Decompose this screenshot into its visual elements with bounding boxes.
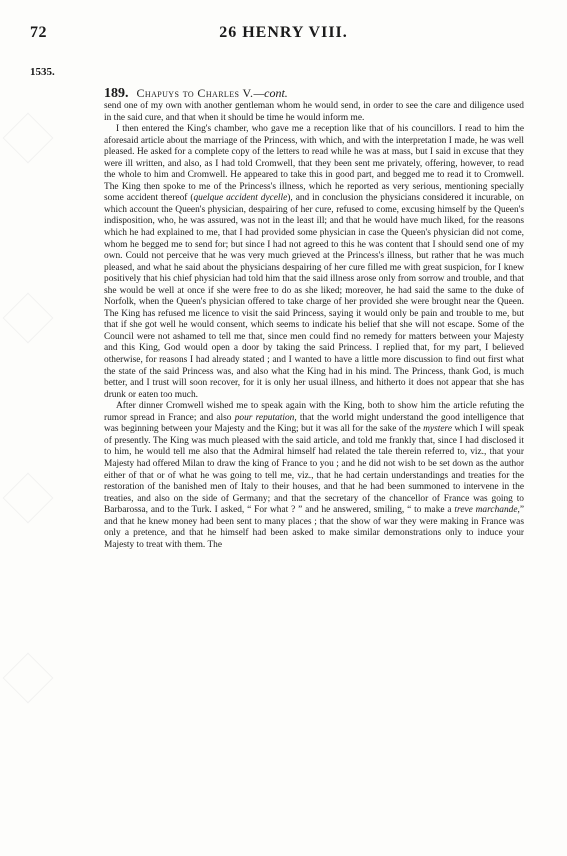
italic-phrase: mystere xyxy=(423,424,452,435)
page-header xyxy=(30,24,537,48)
watermark-mark xyxy=(3,113,54,164)
italic-phrase: pour reputation xyxy=(234,412,295,423)
entry-number: 189. xyxy=(104,86,129,101)
text-run: , that the world might understand the good intelligence that was beginning between your Majesty and the King; but it was all for the sake of the xyxy=(104,412,524,435)
page-number: 72 xyxy=(30,24,47,41)
text-run: send one of my own with another gentleman whom he would send, in order to see the care and diligence used in the said cure, and that when it should be time he would inform me. xyxy=(104,101,524,123)
text-run: After dinner Cromwell wished me to speak again with the King, both to show him the article refuting the rumor spread in France; and also xyxy=(104,401,524,423)
text-run: which I will speak of presently. The King was much pleased with the said article, and told me frankly that, since I had disclosed it to him, he would tell me also that the Admiral himself had related the tale therein referred to, viz., that your Majesty had offered Milan to draw the king of France to you ; and he did not wish to be set down as the author either of that or of what he was going to tell me, viz., that he had certain understandings and treaties for the restoration of the banished men of Italy to their houses, and that he had been summoned to intervene in the treaties, and also on the side of Germany; and that the secretary of the chancellor of France was going to Barbarossa, and to the Turk. I asked, “ For what ? ” and he answered, smiling, “ to make a xyxy=(104,424,524,516)
text-run: ,” and that he knew money had been sent to many places ; that the show of war they were making in France was only a pretence, and that he himself had been asked to make similar demonstrations only to induce your Majesty to treat with them. The xyxy=(104,505,525,550)
paragraph xyxy=(104,124,524,401)
entry-heading xyxy=(104,86,288,102)
body-text xyxy=(104,101,524,551)
running-head: 26 HENRY VIII. xyxy=(219,24,348,41)
italic-phrase: quelque accident dycelle xyxy=(193,193,288,204)
watermark-mark xyxy=(3,293,54,344)
text-run: ), and in conclusion the physicians considered it incurable, on which account the Queen's physician, despairing of her cure, refused to come, excusing himself by the Queen's indisposition, who, he was assured, was not in the least ill; and that he would have much liked, for the reasons which he had explained to me, that I had provided some physician in case the Queen's physician did not come, whom he begged me to send for; but since I had not agreed to this he was content that I should send one of my own. Could not perceive that he was very much grieved at the Princess's illness, but rather that he was much pleased, and what he said about the physicians despairing of her cure filled me with great suspicion, for I knew positively that his chief physician had told him that the said illness arose only from sorrow and trouble, and that she would be well at once if she were free to do as she liked; moreover, he had said the same to the duke of Norfolk, when the Queen's physician offered to take charge of her provided she were brought near the Queen. The King has refused me licence to visit the said Princess, saying it would only be pain and trouble to me, but that if she got well he would consent, which seems to indicate his belief that she will not escape. Some of the Council were not ashamed to tell me that, since men could find no remedy for matters between your Majesty and this King, God would open a door by taking the said Princess. I replied that, for my part, I believed otherwise, for reasons I had already stated ; and I wanted to have a little more discussion to find out first what the state of the said Princess was, and also what the King had in his mind. The Princess, thank God, is much better, and I trust will soon recover, for it is only her usual illness, and hitherto it does not appear that she has drunk or eaten too much. xyxy=(104,193,524,400)
paragraph xyxy=(104,101,524,124)
paragraph xyxy=(104,401,524,551)
italic-phrase: treve marchande xyxy=(454,505,518,516)
text-run: I then entered the King's chamber, who gave me a reception like that of his councillors. I read to him the aforesaid article about the marriage of the Princess, with which, and with the interpretation I made, he was well pleased. He asked for a complete copy of the letters to read while he was at mass, but I said in excuse that they were ill written, and also, as I had told Cromwell, that they been sent me privately, offering, however, to read the whole to him and Cromwell. He appeared to take this in good part, and begged me to read it to Cromwell. The King then spoke to me of the Princess's illness, which he reported as very serious, mentioning specially some accident thereof ( xyxy=(104,124,524,204)
margin-year: 1535. xyxy=(30,66,55,78)
entry-title: Chapuys to Charles V. xyxy=(136,86,254,100)
entry-continued: —cont. xyxy=(253,86,288,100)
watermark-mark xyxy=(3,653,54,704)
watermark-mark xyxy=(3,473,54,524)
